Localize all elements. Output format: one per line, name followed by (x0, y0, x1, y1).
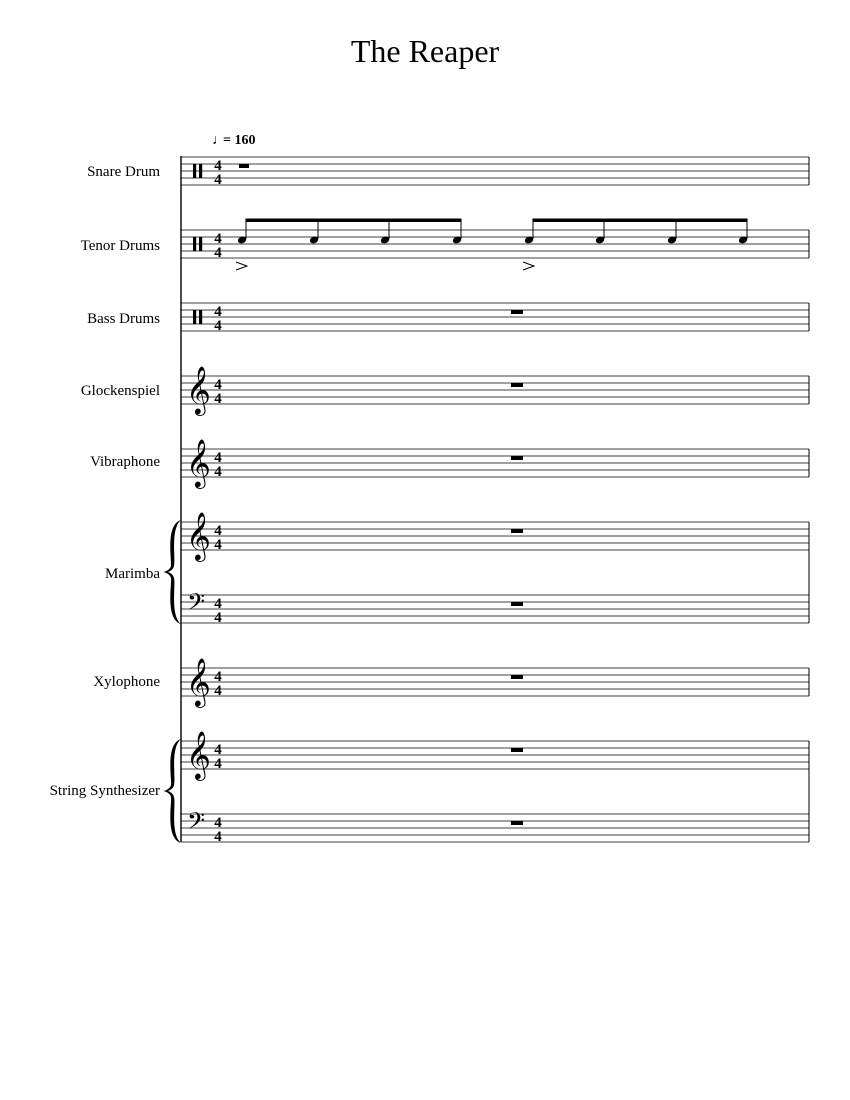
staff-xylophone (93, 657, 809, 708)
staff-string-synthesizer (50, 730, 809, 845)
time-signature-top: 4 (214, 158, 222, 174)
time-signature-bottom: 4 (214, 318, 222, 334)
treble-clef-icon: 𝄞 (186, 730, 211, 779)
instrument-label-glockenspiel: Glockenspiel (80, 383, 160, 399)
treble-clef-icon: 𝄞 (186, 365, 211, 414)
time-signature-top: 4 (214, 231, 222, 247)
time-signature-bottom: 4 (214, 464, 222, 480)
treble-clef-icon: 𝄞 (186, 438, 211, 487)
time-signature-bottom: 4 (214, 245, 222, 261)
whole-rest-icon (511, 821, 523, 825)
bass-clef-icon: 𝄢 (187, 588, 206, 621)
instrument-label-xylophone: Xylophone (93, 674, 160, 690)
whole-rest-icon (511, 529, 523, 533)
staff-vibraphone (90, 438, 809, 489)
whole-rest-icon (511, 675, 523, 679)
time-signature-top: 4 (214, 596, 222, 612)
treble-clef-icon: 𝄞 (186, 657, 211, 706)
time-signature-bottom: 4 (214, 683, 222, 699)
whole-rest-icon (511, 456, 523, 460)
accent-icon (236, 262, 247, 270)
treble-clef-icon: 𝄞 (186, 511, 211, 560)
time-signature-bottom: 4 (214, 391, 222, 407)
tempo-text: = 160 (223, 133, 256, 148)
brace-icon (163, 739, 181, 843)
bass-clef-icon: 𝄢 (187, 807, 206, 840)
instrument-label-tenor-drums: Tenor Drums (80, 238, 160, 254)
instrument-label-snare-drum: Snare Drum (87, 164, 160, 180)
staff-glockenspiel (81, 365, 809, 416)
time-signature-top: 4 (214, 669, 222, 685)
whole-rest-icon (511, 383, 523, 387)
eighth-note-group (237, 219, 462, 245)
whole-rest-icon (239, 164, 249, 168)
time-signature-bottom: 4 (214, 756, 222, 772)
time-signature-bottom: 4 (214, 537, 222, 553)
instrument-label-string-synthesizer: String Synthesizer (49, 783, 160, 799)
time-signature-top: 4 (214, 304, 222, 320)
staff-marimba (105, 511, 809, 626)
tempo-note-icon: ♩ (212, 133, 226, 148)
time-signature-top: 4 (214, 815, 222, 831)
eighth-note-group (524, 219, 748, 245)
staff-bass-drums (87, 303, 809, 334)
whole-rest-icon (511, 310, 523, 314)
staff-tenor-drums (81, 219, 809, 271)
brace-icon (163, 520, 181, 624)
whole-rest-icon (511, 602, 523, 606)
time-signature-bottom: 4 (214, 610, 222, 626)
time-signature-top: 4 (214, 523, 222, 539)
time-signature-top: 4 (214, 742, 222, 758)
time-signature-top: 4 (214, 450, 222, 466)
time-signature-bottom: 4 (214, 172, 222, 188)
instrument-label-vibraphone: Vibraphone (90, 454, 160, 470)
accent-icon (523, 262, 534, 270)
whole-rest-icon (511, 748, 523, 752)
time-signature-top: 4 (214, 377, 222, 393)
instrument-label-bass-drums: Bass Drums (87, 311, 160, 327)
score-title: The Reaper (350, 33, 500, 69)
time-signature-bottom: 4 (214, 829, 222, 845)
staff-snare-drum (87, 157, 809, 188)
instrument-label-marimba: Marimba (105, 566, 160, 582)
tempo-marking (212, 133, 255, 148)
